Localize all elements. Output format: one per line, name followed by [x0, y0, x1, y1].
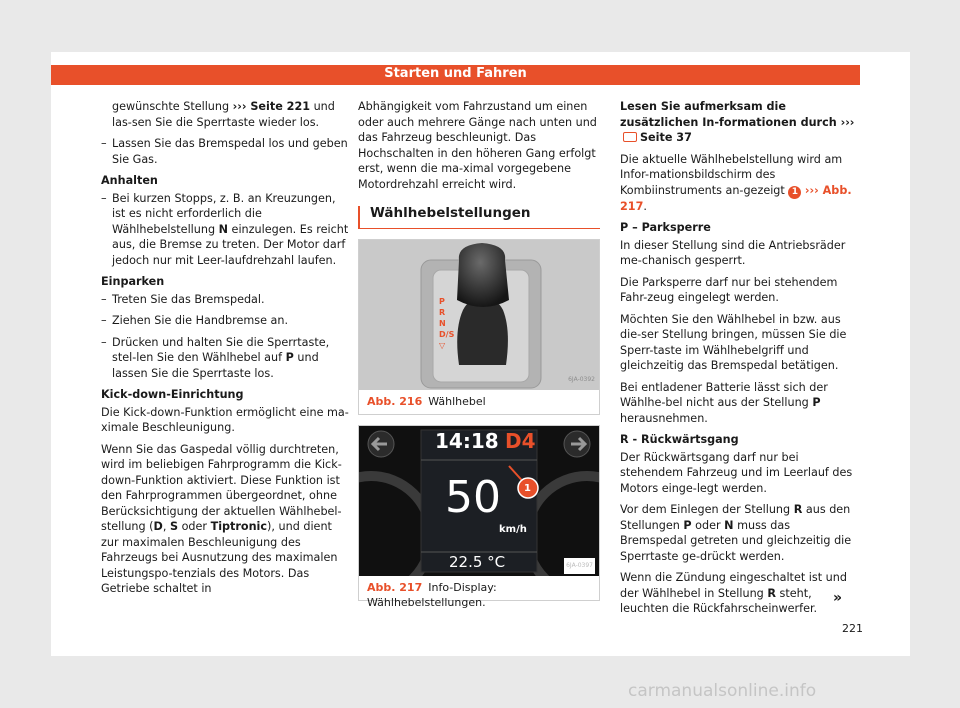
book-icon	[623, 132, 637, 142]
step-anhalten: – Bei kurzen Stopps, z. B. an Kreuzungen, ist es nicht erforderlich die Wählhebelstellung N einzulegen. Es reicht aus, die Bremse zu treten. Der Motor darf jedoch nur mit Leer-laufdrehzahl laufen.	[101, 191, 351, 269]
kickdown-paragraph-2: Wenn Sie das Gaspedal völlig durchtreten, wird im beliebigen Fahrprogramm die Kick-down-Funktion aktiviert. Diese Funktion ist den Fahrprogrammen übergeordnet, ohne Berücksichtigung der aktuellen Wählhebel-stellung (D, S oder Tiptronic), und dient zur maximalen Beschleunigung des Fahrzeugs bei Ausnutzung des maximalen Leistungspo-tenzials des Motors. Das Getriebe schaltet in	[101, 442, 342, 595]
watermark: carmanualsonline.info	[628, 681, 817, 701]
heading-parksperre: P – Parksperre	[620, 221, 711, 234]
reverse-paragraph-3: Wenn die Zündung eingeschaltet ist und der Wählhebel in Stellung R steht, leuchten die Rückfahrscheinwerfer.	[620, 571, 847, 615]
intro-paragraph: gewünschte Stellung ››› Seite 221 und las-sen Sie die Sperrtaste wieder los.	[112, 100, 335, 129]
figure-216	[358, 239, 600, 415]
gear-lever-illustration	[359, 240, 599, 390]
heading-einparken: Einparken	[101, 275, 165, 288]
speed-value: 50	[445, 471, 501, 523]
heading-rueckwaertsgang: R - Rückwärtsgang	[620, 433, 739, 446]
display-paragraph: Die aktuelle Wählhebelstellung wird am Infor-mationsbildschirm des Kombiinstruments an-gezeigt 1 ››› Abb. 217.	[620, 152, 852, 213]
park-paragraph-2: Die Parksperre darf nur bei stehendem Fahr-zeug eingelegt werden.	[620, 275, 838, 304]
speed-unit: km/h	[499, 523, 527, 535]
chapter-header	[51, 65, 860, 85]
chapter-title: Starten und Fahren	[384, 66, 527, 81]
image-code: 6JA-0392	[568, 376, 595, 383]
image-code: 6JA-0397	[564, 558, 595, 574]
callout-icon: 1	[788, 186, 801, 199]
gear-indicator: D4	[505, 428, 536, 453]
continuation-paragraph: Abhängigkeit vom Fahrzustand um einen oder auch mehrere Gänge nach unten und das Fahrzeug beschleunigt. Das Hochschalten in den höheren Gang erfolgt erst, wenn die ma-ximal vorgegebene Motordrehzahl erreicht wird.	[358, 100, 597, 191]
notice-heading: Lesen Sie aufmerksam die zusätzlichen In-formationen durch ›››Seite 37	[620, 100, 855, 144]
clock-display: 14:18	[435, 428, 499, 453]
step-einparken-1: – Treten Sie das Bremspedal.	[101, 292, 351, 308]
park-paragraph-1: In dieser Stellung sind die Antriebsräder me-chanisch gesperrt.	[620, 238, 846, 267]
park-paragraph-3: Möchten Sie den Wählhebel in bzw. aus die-ser Stellung bringen, müssen Sie die Sperr-taste im Wählhebelgriff und gleichzeitig das Bremspedal betätigen.	[620, 312, 847, 372]
park-paragraph-4: Bei entladener Batterie lässt sich der Wählhe-bel nicht aus der Stellung P herausnehmen.	[620, 380, 828, 425]
figure-217	[358, 425, 600, 609]
callout-marker: 1	[524, 482, 531, 494]
column-middle	[358, 99, 600, 609]
page-number: 221	[842, 622, 863, 635]
heading-anhalten: Anhalten	[101, 174, 158, 187]
kickdown-paragraph-1: Die Kick-down-Funktion ermöglicht eine ma-ximale Beschleunigung.	[101, 405, 349, 434]
page-reference[interactable]: ››› Seite 221	[232, 100, 311, 113]
step-einparken-3: – Drücken und halten Sie die Sperrtaste, stel-len Sie den Wählhebel auf P und lassen Sie die Sperrtaste los.	[101, 335, 351, 382]
gear-lever-image	[359, 240, 599, 390]
info-display-image	[359, 426, 599, 576]
continued-marker: »	[833, 590, 843, 606]
step-einparken-2: – Ziehen Sie die Handbremse an.	[101, 313, 351, 329]
reverse-paragraph-2: Vor dem Einlegen der Stellung R aus den Stellungen P oder N muss das Bremspedal getreten und gleichzeitig die Sperrtaste ge-drückt werden.	[620, 503, 852, 563]
reverse-paragraph-1: Der Rückwärtsgang darf nur bei stehendem Fahrzeug und im Leerlauf des Motors einge-legt werden.	[620, 450, 853, 495]
section-title: Wählhebelstellungen	[358, 206, 600, 229]
step-give-gas: – Lassen Sie das Bremspedal los und geben Sie Gas.	[101, 136, 351, 167]
figure-caption: Abb. 217 Info-Display: Wählhebelstellungen.	[367, 580, 497, 609]
outside-temperature: 22.5 °C	[449, 552, 506, 571]
notice-page-link[interactable]: Seite 37	[640, 131, 692, 144]
heading-kickdown: Kick-down-Einrichtung	[101, 388, 244, 401]
gear-gate-labels: P R N D/S ▽	[439, 296, 455, 350]
figure-caption: Abb. 216 Wählhebel	[367, 394, 486, 408]
figure-reference-link[interactable]: ››› Abb. 217	[620, 183, 852, 213]
column-left	[101, 99, 351, 603]
column-right	[620, 99, 860, 623]
